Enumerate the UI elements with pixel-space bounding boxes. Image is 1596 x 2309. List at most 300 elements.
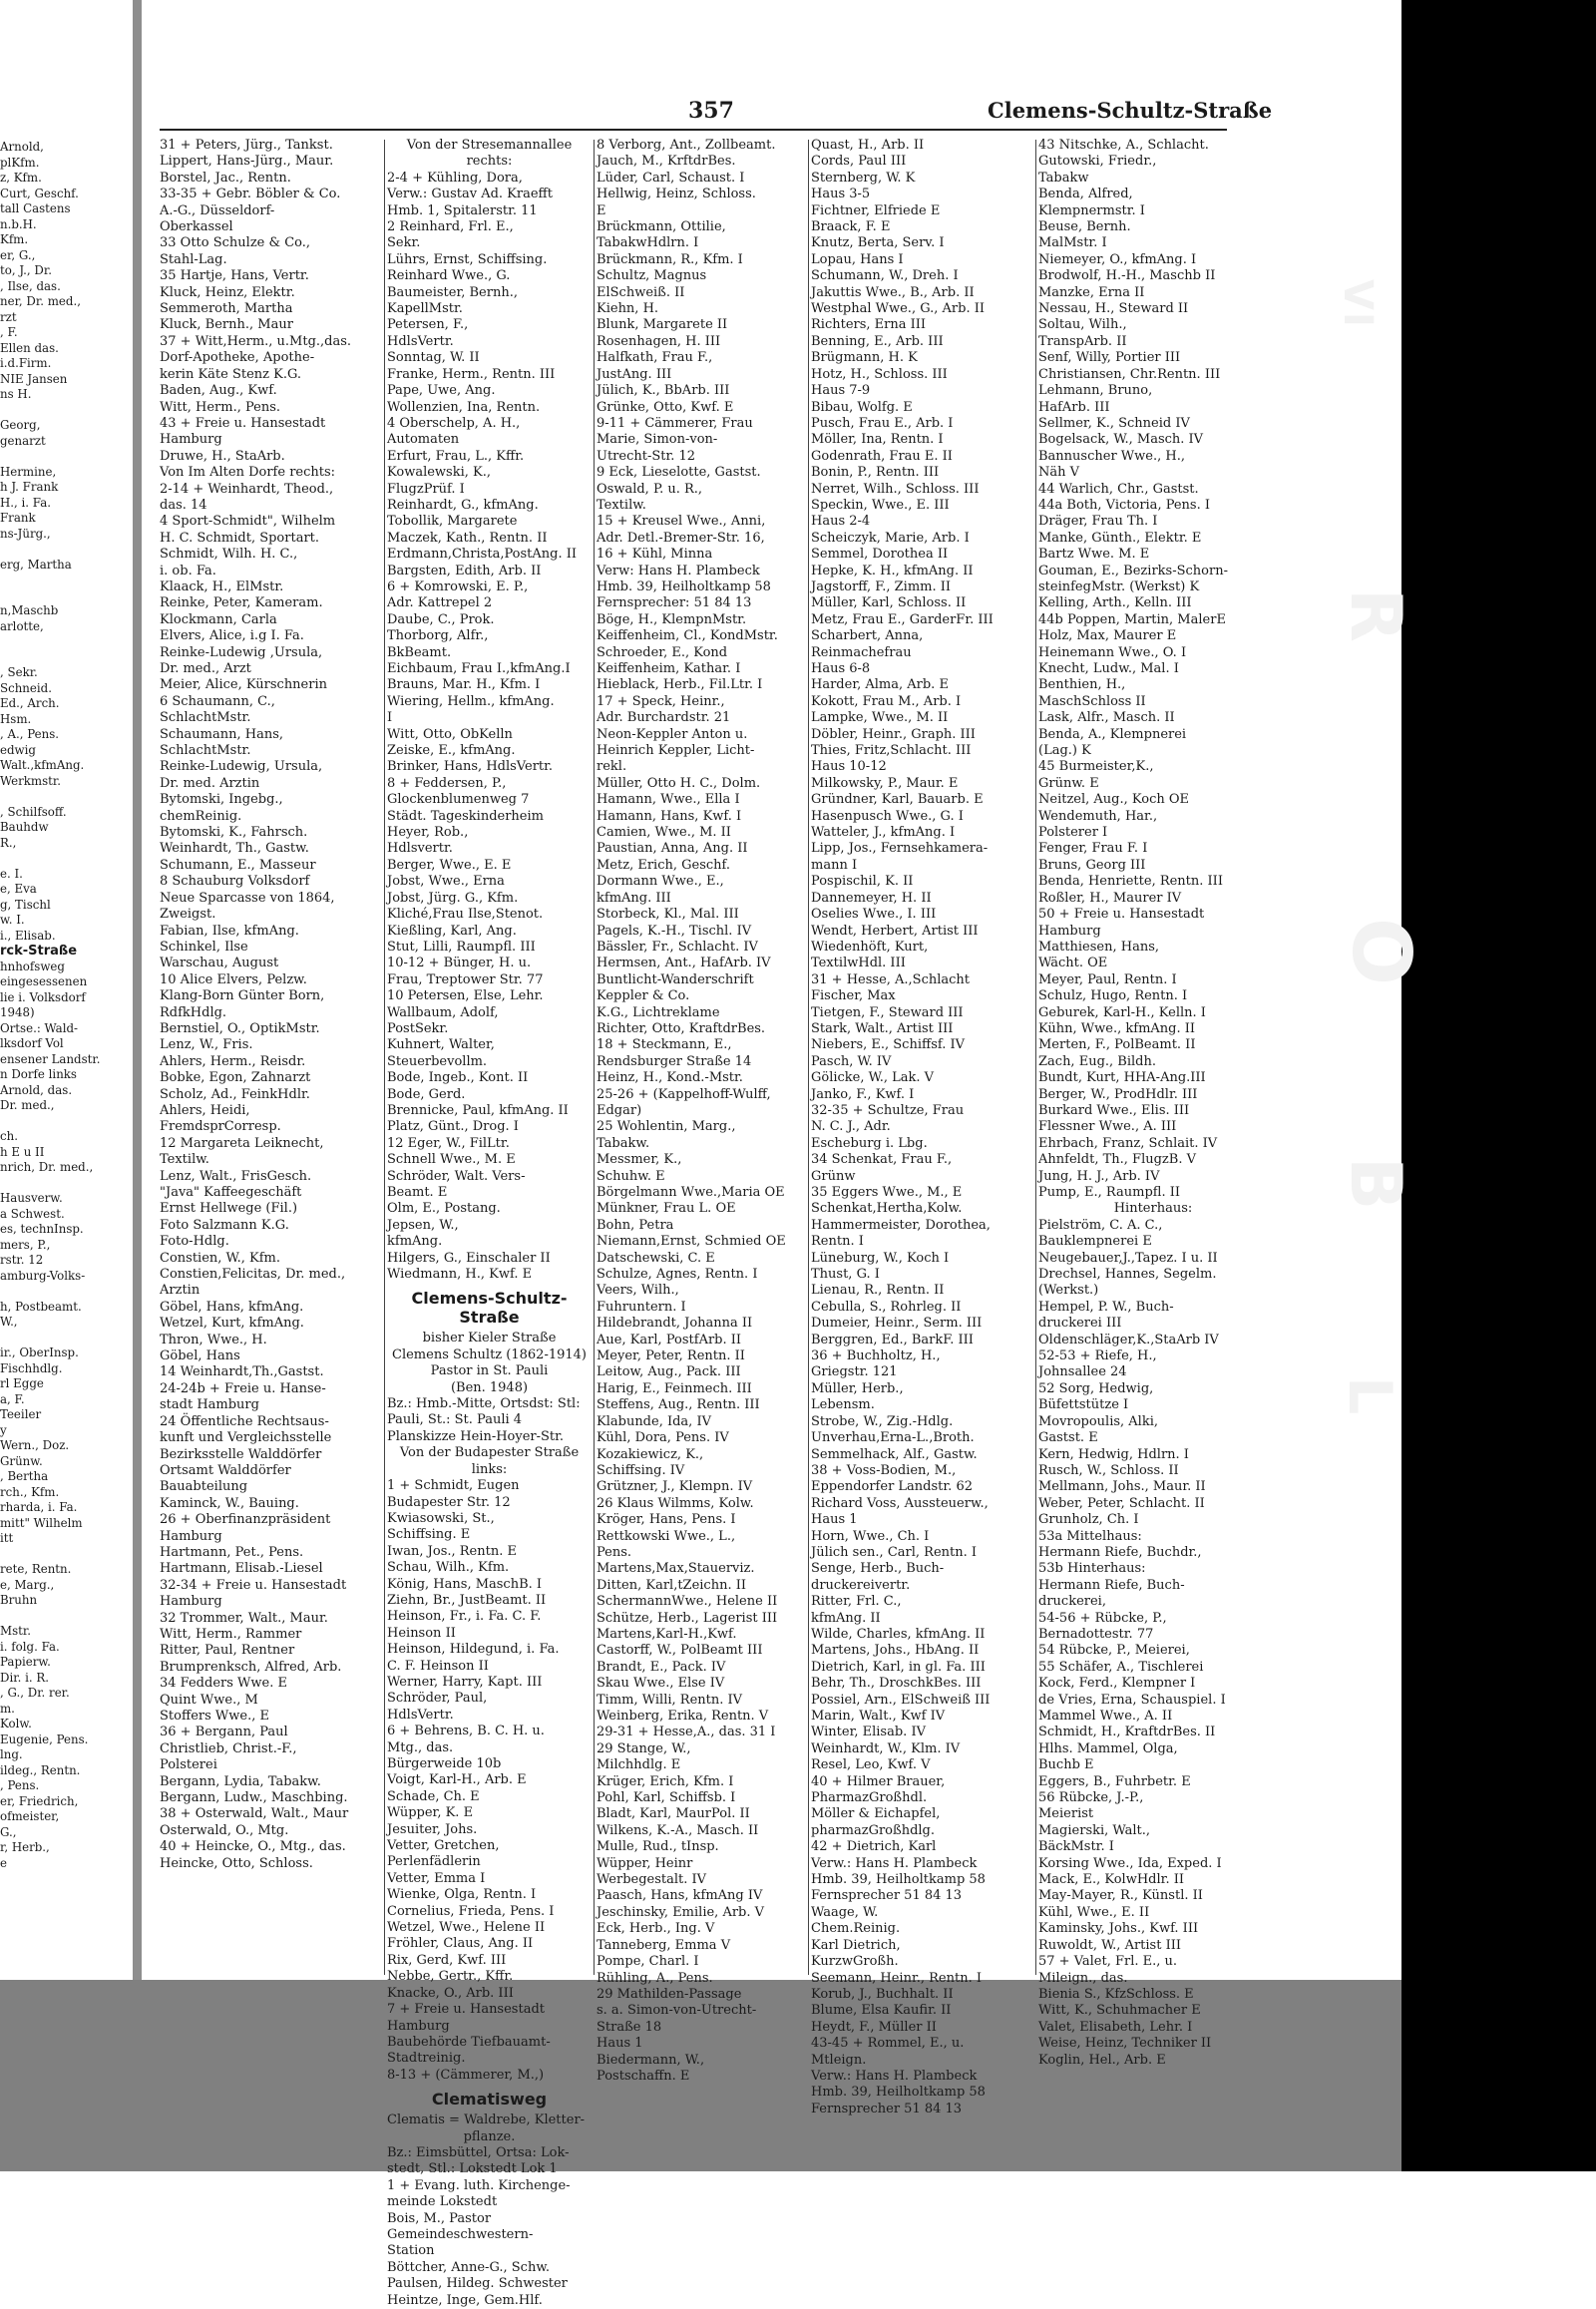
directory-entry-line: Bergann, Lydia, Tabakw. <box>160 1773 321 1789</box>
directory-entry-line: Sonntag, W. II <box>387 350 480 366</box>
directory-entry-line: Matthiesen, Hans, <box>1038 939 1159 955</box>
directory-entry-line: Bobke, Egon, Zahnarzt <box>160 1070 311 1086</box>
directory-entry-line: C. F. Heinson II <box>387 1658 489 1674</box>
directory-entry-line: Hdlsvertr. <box>387 841 453 857</box>
directory-entry-line: May-Mayer, R., Künstl. II <box>1038 1888 1203 1904</box>
directory-entry-line: Gölicke, W., Lak. V <box>811 1070 935 1086</box>
directory-entry-line: Schinkel, Ilse <box>160 939 248 955</box>
directory-entry-line: Schulze, Agnes, Rentn. I <box>597 1267 758 1283</box>
facing-page-line: , A., Pens. <box>0 727 60 741</box>
directory-entry-line: Erdmann,Christa,PostAng. II <box>387 547 578 563</box>
facing-page-line: W., <box>0 1315 18 1329</box>
directory-entry-line: Marin, Walt., Kwf IV <box>811 1709 946 1724</box>
directory-entry-line: Neitzel, Aug., Koch OE <box>1038 792 1190 808</box>
directory-entry-line: Hermann Riefe, Buch- <box>1038 1577 1185 1593</box>
directory-entry-line: Dr. med. Arztin <box>160 775 260 791</box>
column-divider <box>594 140 595 1975</box>
directory-entry-line: Gründner, Karl, Bauarb. E <box>811 792 984 808</box>
directory-entry-line: Oldenschläger,K.,StaArb IV <box>1038 1332 1219 1347</box>
directory-entry-line: Steuerbevollm. <box>387 1053 488 1069</box>
directory-entry-line: Eichbaum, Frau I.,kfmAng.I <box>387 661 571 676</box>
directory-entry-line: Manke, Günth., Elektr. E <box>1038 530 1202 546</box>
facing-page-line: Kolw. <box>0 1717 32 1731</box>
directory-entry-line: ElSchweiß. II <box>597 284 685 300</box>
facing-page-line: rzt <box>0 309 17 324</box>
directory-entry-line: Hamburg <box>1038 923 1101 939</box>
directory-entry-line: Borstel, Jac., Rentn. <box>160 170 291 186</box>
directory-entry-line: 32 Trommer, Walt., Maur. <box>160 1610 328 1626</box>
directory-entry-line: Vetter, Emma I <box>387 1870 486 1886</box>
directory-entry-line: Hermann Riefe, Buchdr., <box>1038 1544 1202 1560</box>
directory-entry-line: 32-35 + Schultze, Frau <box>811 1102 965 1118</box>
directory-entry-line: Haus 3-5 <box>811 187 871 202</box>
directory-column-2 <box>387 138 592 2308</box>
directory-entry-line: Schenkat,Hertha,Kolw. <box>811 1201 963 1217</box>
directory-entry-line: Holz, Max, Maurer E <box>1038 628 1177 644</box>
directory-entry-line: 36 + Bergann, Paul <box>160 1725 288 1740</box>
directory-entry-line: Bartz Wwe. M. E <box>1038 547 1150 563</box>
directory-entry-line: Göbel, Hans <box>160 1348 240 1364</box>
directory-entry-line: Straße 18 <box>597 2019 662 2035</box>
directory-entry-line: Haus 2-4 <box>811 514 871 530</box>
directory-entry-line: 8 Schauburg Volksdorf <box>160 874 310 890</box>
directory-entry-line: 53a Mittelhaus: <box>1038 1528 1142 1544</box>
facing-page-line: , F. <box>0 325 18 339</box>
directory-entry-line: Jakuttis Wwe., B., Arb. II <box>811 284 975 300</box>
directory-entry-line: Paulsen, Hildeg. Schwester <box>387 2276 568 2292</box>
facing-page-line: rete, Rentn. <box>0 1562 72 1576</box>
directory-entry-line: Blume, Elsa Kaufir. II <box>811 2003 952 2019</box>
directory-entry-line: Reinhardt, G., kfmAng. <box>387 497 539 513</box>
facing-page-line: ner, Dr. med., <box>0 294 81 308</box>
directory-entry-line: 25 Wohlentin, Marg., <box>597 1119 736 1135</box>
directory-entry-line: Bauklempnerei E <box>1038 1234 1152 1250</box>
directory-entry-line: Klockmann, Carla <box>160 611 277 627</box>
directory-entry-line: Neugebauer,J.,Tapez. I u. II <box>1038 1250 1218 1266</box>
directory-entry-line: Berger, Wwe., E. E <box>387 857 512 873</box>
directory-entry-line: Reinmachefrau <box>811 644 912 660</box>
facing-page-line <box>0 403 132 419</box>
directory-entry-line: druckerei III <box>1038 1316 1122 1332</box>
directory-entry-line: das. 14 <box>160 497 207 513</box>
directory-entry-line: Jeschinsky, Emilie, Arb. V <box>597 1904 765 1920</box>
directory-entry-line: Brinker, Hans, HdlsVertr. <box>387 759 554 775</box>
directory-entry-line: Niemeyer, O., kfmAng. I <box>1038 251 1197 267</box>
directory-entry-line: Winter, Elisab. IV <box>811 1725 926 1740</box>
directory-entry-line: Sekr. <box>387 235 421 251</box>
directory-entry-line: 26 + Oberfinanzpräsident <box>160 1512 331 1528</box>
directory-entry-line: Ziehn, Br., JustBeamt. II <box>387 1592 547 1608</box>
directory-entry-line: Bannuscher Wwe., H., <box>1038 448 1185 464</box>
directory-entry-line: Lüder, Carl, Schaust. I <box>597 170 745 186</box>
directory-entry-line: Kuhnert, Walter, <box>387 1037 495 1053</box>
facing-page-line: h, Postbeamt. <box>0 1299 82 1314</box>
directory-entry-line: A.-G., Düsseldorf- <box>160 202 275 218</box>
directory-entry-line: Verw: Hans H. Plambeck <box>597 563 760 578</box>
directory-entry-line: druckereivertr. <box>811 1577 911 1593</box>
facing-page-line: erg, Martha <box>0 557 72 572</box>
facing-page-line: itt <box>0 1531 14 1545</box>
directory-entry-line: kfmAng. III <box>597 890 671 906</box>
directory-entry-line: Platz, Günt., Drog. I <box>387 1119 519 1135</box>
directory-entry-line: Verw.: Hans H. Plambeck <box>811 2068 978 2084</box>
facing-page-line: , Pens. <box>0 1778 40 1792</box>
directory-entry-line: Kiehn, H. <box>597 301 659 317</box>
directory-entry-line: Lüneburg, W., Koch I <box>811 1250 950 1266</box>
directory-entry-line: 18 + Steckmann, E., <box>597 1037 732 1053</box>
directory-entry-line: Dräger, Frau Th. I <box>1038 514 1158 530</box>
directory-entry-line: Schiffsing. E <box>387 1527 471 1543</box>
directory-entry-line: BkBeamt. <box>387 644 452 660</box>
directory-entry-line: Waage, W. <box>811 1904 879 1920</box>
directory-entry-line: Schuhw. E <box>597 1168 665 1184</box>
show-through-glyph: O <box>1335 918 1427 988</box>
directory-entry-line: Timm, Willi, Rentn. IV <box>597 1692 743 1708</box>
directory-entry-line: Gastst. E <box>1038 1430 1098 1446</box>
directory-entry-line: Meyer, Paul, Rentn. I <box>1038 971 1177 987</box>
directory-entry-line: Dormann Wwe., E., <box>597 874 724 890</box>
directory-entry-line: Bienia S., KfzSchloss. E <box>1038 1986 1194 2002</box>
facing-page-line: Frank <box>0 511 36 525</box>
directory-entry-line: H. C. Schmidt, Sportart. <box>160 530 320 546</box>
directory-entry-line: 8 Verborg, Ant., Zollbeamt. <box>597 138 776 153</box>
directory-entry-line: Kozakiewicz, K., <box>597 1446 704 1462</box>
directory-entry-line: Semmelhack, Alf., Gastw. <box>811 1446 978 1462</box>
facing-page-line: Mstr. <box>0 1624 31 1638</box>
directory-entry-line: Haus 7-9 <box>811 383 871 399</box>
facing-page-line: lng. <box>0 1747 23 1761</box>
directory-entry-line: Bürgerweide 10b <box>387 1756 502 1771</box>
book-gutter <box>133 0 142 2171</box>
directory-entry-line: Kokott, Frau M., Arb. I <box>811 693 962 709</box>
directory-entry-line: Wienke, Olga, Rentn. I <box>387 1887 537 1903</box>
directory-entry-line: Benning, E., Arb. III <box>811 333 944 349</box>
directory-entry-line: 33 Otto Schulze & Co., <box>160 235 311 251</box>
directory-entry-line: Jülich sen., Carl, Rentn. I <box>811 1544 978 1560</box>
directory-entry-line: Knutz, Berta, Serv. I <box>811 235 945 251</box>
directory-entry-line: Roßler, H., Maurer IV <box>1038 890 1182 906</box>
directory-entry-line: Krüger, Erich, Kfm. I <box>597 1773 734 1789</box>
facing-page-line: Hermine, <box>0 464 57 479</box>
directory-entry-line: Ahnfeldt, Th., FlugzB. V <box>1038 1152 1196 1168</box>
directory-entry-line: Tanneberg, Emma V <box>597 1937 731 1953</box>
facing-page-line: i. folg. Fa. <box>0 1639 60 1654</box>
directory-entry-line: Kern, Hedwig, Hdlrn. I <box>1038 1446 1189 1462</box>
directory-entry-line: Schütze, Herb., Lagerist III <box>597 1610 778 1626</box>
directory-entry-line: Eck, Herb., Ing. V <box>597 1921 715 1937</box>
directory-entry-line: Reinke-Ludewig, Ursula, <box>160 759 323 775</box>
directory-entry-line: Veers, Wilh., <box>597 1283 679 1299</box>
facing-page-line: edwig <box>0 742 36 757</box>
directory-entry-line: Wallbaum, Adolf, <box>387 1004 499 1020</box>
directory-entry-line: Harig, E., Feinmech. III <box>597 1380 752 1396</box>
directory-entry-line: 34 Fedders Wwe. E <box>160 1676 287 1692</box>
directory-entry-line: Knacke, O., Arb. III <box>387 1985 514 2001</box>
directory-entry-line: Storbeck, Kl., Mal. III <box>597 907 739 923</box>
directory-entry-line: Manzke, Erna II <box>1038 284 1145 300</box>
directory-entry-line: PharmazGroßhdl. <box>811 1790 928 1806</box>
directory-entry-line: Grützner, J., Klempn. IV <box>597 1479 753 1495</box>
directory-entry-line: Lebensm. <box>811 1397 875 1413</box>
directory-entry-line: Schmidt, H., KraftdrBes. II <box>1038 1725 1216 1740</box>
directory-entry-line: Müller, Herb., <box>811 1380 904 1396</box>
facing-page-line: Bauhdw <box>0 820 49 834</box>
directory-entry-line: Ditten, Karl,tZeichn. II <box>597 1577 746 1593</box>
directory-entry-line: de Vries, Erna, Schauspiel. I <box>1038 1692 1226 1708</box>
directory-entry-line: Lampke, Wwe., M. II <box>811 710 949 726</box>
directory-entry-line: Perlenfädlerin <box>387 1854 481 1870</box>
directory-entry-line: Werbegestalt. IV <box>597 1872 707 1888</box>
directory-entry-line: Wiedmann, H., Kwf. E <box>387 1267 533 1283</box>
directory-entry-line: Kluck, Heinz, Elektr. <box>160 284 295 300</box>
facing-page-line: rl Egge <box>0 1376 44 1390</box>
directory-entry-line: Paustian, Anna, Ang. II <box>597 841 748 857</box>
directory-entry-line: links: <box>471 1461 508 1477</box>
directory-entry-line: Beamt. E <box>387 1185 448 1200</box>
facing-page-line <box>0 449 132 465</box>
directory-entry-line: Drechsel, Hannes, Segelm. <box>1038 1267 1217 1283</box>
directory-entry-line: Sellmer, K., Schneid IV <box>1038 415 1190 431</box>
directory-entry-line: Pospischil, K. II <box>811 874 914 890</box>
directory-entry-line: Maczek, Kath., Rentn. II <box>387 530 548 546</box>
directory-entry-line: rechts: <box>466 154 513 170</box>
directory-entry-line: 52 Sorg, Hedwig, <box>1038 1380 1154 1396</box>
directory-entry-line: Datschewski, C. E <box>597 1250 715 1266</box>
directory-entry-line: Schaumann, Hans, <box>160 726 284 742</box>
facing-page-line: nrich, Dr. med., <box>0 1160 94 1174</box>
directory-entry-line: 29-31 + Hesse,A., das. 31 I <box>597 1725 776 1740</box>
directory-entry-line: Brumprenksch, Alfred, Arb. <box>160 1659 342 1675</box>
directory-entry-line: Wendemuth, Har., <box>1038 808 1158 824</box>
directory-entry-line: Hepke, K. H., kfmAng. II <box>811 563 974 578</box>
directory-entry-line: Hamburg <box>387 2018 450 2034</box>
facing-page-line: ildeg., Rentn. <box>0 1762 81 1777</box>
directory-entry-line: Wilde, Charles, kfmAng. II <box>811 1626 986 1642</box>
directory-entry-line: Heinz, H., Kond.-Mstr. <box>597 1070 743 1086</box>
directory-entry-line: Büfettstütze I <box>1038 1397 1129 1413</box>
directory-entry-line: Nerret, Wilh., Schloss. III <box>811 481 980 497</box>
directory-entry-line: Müller, Karl, Schloss. II <box>811 595 967 611</box>
directory-entry-line: Godenrath, Frau E. II <box>811 448 953 464</box>
directory-entry-line: Steffens, Aug., Rentn. III <box>597 1397 760 1413</box>
directory-entry-line: E <box>597 202 606 218</box>
directory-entry-line: Hmb. 39, Heilholtkamp 58 <box>811 1872 986 1888</box>
directory-entry-line: Brückmann, R., Kfm. I <box>597 251 743 267</box>
directory-entry-line: Bargsten, Edith, Arb. II <box>387 563 542 578</box>
street-heading: Clemens-Schultz-Straße <box>411 1289 568 1328</box>
facing-page-line: r, Herb., <box>0 1840 50 1854</box>
facing-page-line: es, technInsp. <box>0 1222 84 1236</box>
facing-page-line <box>0 1609 132 1625</box>
directory-entry-line: Constien,Felicitas, Dr. med., <box>160 1267 346 1283</box>
directory-entry-line: 2-4 + Kühling, Dora, <box>387 170 523 186</box>
directory-entry-line: Hamann, Wwe., Ella I <box>597 792 740 808</box>
directory-entry-line: Dumeier, Heinr., Serm. III <box>811 1316 983 1332</box>
directory-entry-line: Gouman, E., Bezirks-Schorn- <box>1038 563 1228 578</box>
directory-entry-line: Heinson, Fr., i. Fa. C. F. <box>387 1609 542 1625</box>
directory-entry-line: Bonin, P., Rentn. III <box>811 465 940 481</box>
directory-entry-line: Weinhardt, W., Klm. IV <box>811 1740 961 1756</box>
directory-entry-line: Frau, Treptower Str. 77 <box>387 971 544 987</box>
directory-entry-line: 54-56 + Rübcke, P., <box>1038 1610 1167 1626</box>
facing-page-line: ns H. <box>0 387 32 401</box>
directory-entry-line: 40 + Heincke, O., Mtg., das. <box>160 1839 346 1855</box>
directory-entry-line: Schade, Ch. E <box>387 1788 480 1804</box>
directory-entry-line: Jung, H. J., Arb. IV <box>1038 1168 1160 1184</box>
facing-page-line: ofmeister, <box>0 1809 60 1823</box>
directory-entry-line: Vetter, Gretchen, <box>387 1838 500 1854</box>
facing-page-line: , Bertha <box>0 1469 49 1483</box>
facing-page-line: h J. Frank <box>0 480 59 494</box>
directory-entry-line: Clematis = Waldrebe, Kletter- <box>387 2113 586 2128</box>
facing-page-line: a, F. <box>0 1391 25 1406</box>
directory-entry-line: Stoffers Wwe., E <box>160 1709 269 1724</box>
directory-entry-line: 10-12 + Bünger, H. u. <box>387 956 532 971</box>
facing-page-line: w. I. <box>0 913 25 927</box>
directory-entry-line: Fenger, Frau F. I <box>1038 841 1148 857</box>
facing-page-line <box>0 1331 132 1347</box>
facing-page-line: Eugenie, Pens. <box>0 1732 89 1746</box>
directory-entry-line: Postschaffn. E <box>597 2068 690 2084</box>
directory-entry-line: HdlsVertr. <box>387 1707 454 1723</box>
directory-entry-line: Münkner, Frau L. OE <box>597 1201 736 1217</box>
directory-entry-line: Kühl, Wwe., E. II <box>1038 1904 1150 1920</box>
facing-page-line: e. I. <box>0 866 23 881</box>
directory-entry-line: König, Hans, MaschB. I <box>387 1576 543 1592</box>
facing-page-line: Hsm. <box>0 711 32 726</box>
directory-entry-line: Scharbert, Anna, <box>811 628 924 644</box>
facing-page-line: Papierw. <box>0 1655 51 1669</box>
directory-entry-line: Kliché,Frau Ilse,Stenot. <box>387 907 544 923</box>
directory-entry-line: 1 + Schmidt, Eugen <box>387 1478 520 1494</box>
directory-entry-line: stedt, Stl.: Lokstedt Lok 1 <box>387 2161 558 2177</box>
directory-entry-line: Jobst, Jürg. G., Kfm. <box>387 890 519 906</box>
directory-entry-line: Quast, H., Arb. II <box>811 138 925 153</box>
directory-entry-line: Adr. Detl.-Bremer-Str. 16, <box>597 530 765 546</box>
directory-entry-line: Schulz, Hugo, Rentn. I <box>1038 988 1188 1004</box>
directory-entry-line: Mellmann, Johs., Maur. II <box>1038 1479 1206 1495</box>
directory-entry-line: Ritter, Frl. C., <box>811 1594 902 1610</box>
directory-entry-line: 37 + Witt,Herm., u.Mtg.,das. <box>160 333 352 349</box>
directory-entry-line: Kühn, Wwe., kfmAng. II <box>1038 1020 1196 1036</box>
directory-entry-line: Marie, Simon-von- <box>597 432 718 448</box>
directory-entry-line: Senge, Herb., Buch- <box>811 1561 945 1577</box>
directory-entry-line: Possiel, Arn., ElSchweiß III <box>811 1692 991 1708</box>
directory-entry-line: Rettkowski Wwe., L., <box>597 1528 736 1544</box>
directory-entry-line: Petersen, F., <box>387 317 469 333</box>
directory-entry-line: Heinrich Keppler, Licht- <box>597 743 755 759</box>
directory-entry-line: Richter, Otto, KraftdrBes. <box>597 1020 766 1036</box>
facing-page-line <box>0 634 132 650</box>
directory-entry-line: HafArb. III <box>1038 399 1110 415</box>
directory-entry-line: 16 + Kühl, Minna <box>597 547 713 563</box>
directory-entry-line: Städt. Tageskinderheim <box>387 808 544 824</box>
directory-entry-line: Klabunde, Ida, IV <box>597 1413 711 1429</box>
directory-entry-line: 24 Öffentliche Rechtsaus- <box>160 1413 329 1429</box>
directory-entry-line: Von der Stresemannallee <box>406 138 573 153</box>
directory-entry-line: Mammel Wwe., A. II <box>1038 1709 1173 1724</box>
directory-entry-line: Ahlers, Heidi, <box>160 1102 250 1118</box>
facing-page-line: Georg, <box>0 418 41 432</box>
directory-entry-line: Bz.: Hmb.-Mitte, Ortsdst: Stl: <box>387 1396 581 1412</box>
directory-entry-line: Hellwig, Heinz, Schloss. <box>597 187 756 202</box>
directory-entry-line: Elvers, Alice, i.g I. Fa. <box>160 628 304 644</box>
facing-page-line: Dir. i. R. <box>0 1670 49 1685</box>
directory-entry-line: Richters, Erna III <box>811 317 927 333</box>
directory-entry-line: Halfkath, Frau F., <box>597 350 713 366</box>
directory-entry-line: Hartmann, Pet., Pens. <box>160 1544 304 1560</box>
directory-entry-line: Knecht, Ludw., Mal. I <box>1038 661 1179 676</box>
directory-entry-line: Wetzel, Wwe., Helene II <box>387 1920 546 1936</box>
directory-entry-line: Reinhard Wwe., G. <box>387 268 511 284</box>
directory-entry-line: Iwan, Jos., Rentn. E <box>387 1543 517 1559</box>
facing-page-line <box>0 588 132 604</box>
directory-entry-line: 43 Nitschke, A., Schlacht. <box>1038 138 1209 153</box>
facing-page-line: y <box>0 1422 7 1437</box>
directory-entry-line: Hinterhaus: <box>1113 1201 1193 1217</box>
directory-entry-line: Westphal Wwe., G., Arb. II <box>811 301 985 317</box>
directory-entry-line: Schroeder, E., Kond <box>597 644 728 660</box>
directory-entry-line: 38 + Voss-Bodien, M., <box>811 1462 957 1478</box>
directory-entry-line: Jülich, K., BbArb. III <box>597 383 730 399</box>
directory-entry-line: Wüpper, K. E <box>387 1805 474 1821</box>
directory-column-1 <box>160 138 381 1973</box>
directory-entry-line: meinde Lokstedt <box>387 2194 498 2210</box>
facing-page-line <box>0 851 132 867</box>
facing-page-line: Ellen das. <box>0 340 59 355</box>
directory-entry-line: 4 Sport-Schmidt", Wilhelm <box>160 514 336 530</box>
directory-entry-line: mann I <box>811 857 858 873</box>
directory-entry-line: kfmAng. II <box>811 1610 881 1626</box>
directory-entry-line: Von Im Alten Dorfe rechts: <box>160 465 336 481</box>
facing-page-line: er, G., <box>0 247 36 262</box>
directory-entry-line: Adr. Kattrepel 2 <box>387 595 493 611</box>
directory-entry-line: Wilkens, K.-A., Masch. II <box>597 1822 759 1838</box>
directory-entry-line: Magierski, Walt., <box>1038 1822 1151 1838</box>
directory-entry-line: Stark, Walt., Artist III <box>811 1020 954 1036</box>
directory-entry-line: Brandt, E., Pack. IV <box>597 1659 726 1675</box>
directory-entry-line: Castorff, W., PolBeamt III <box>597 1643 763 1659</box>
facing-page-line: Schneid. <box>0 680 52 695</box>
directory-entry-line: Berger, W., ProdHdlr. III <box>1038 1086 1198 1102</box>
directory-entry-line: Arztin <box>160 1283 200 1299</box>
directory-entry-line: Tabakw <box>1038 170 1089 186</box>
show-through-glyph: B <box>1335 1157 1416 1213</box>
directory-entry-line: Thust, G. I <box>811 1267 880 1283</box>
facing-page-line: eingesessenen <box>0 974 88 988</box>
directory-entry-line: i. ob. Fa. <box>160 563 216 578</box>
directory-entry-line: 32-34 + Freie u. Hansestadt <box>160 1577 347 1593</box>
directory-entry-line: Glockenblumenweg 7 <box>387 792 530 808</box>
facing-page-line: ensener Landstr. <box>0 1051 101 1066</box>
directory-entry-line: Hieblack, Herb., Fil.Ltr. I <box>597 677 763 693</box>
directory-entry-line: Keiffenheim, Kathar. I <box>597 661 741 676</box>
directory-entry-line: Foto-Hdlg. <box>160 1234 229 1250</box>
facing-page-line <box>0 542 132 558</box>
directory-entry-line: Watteler, J., kfmAng. I <box>811 825 956 841</box>
directory-entry-line: Movropoulis, Alki, <box>1038 1413 1159 1429</box>
facing-page-line: 1948) <box>0 1005 35 1019</box>
directory-entry-line: 57 + Valet, Frl. E., u. <box>1038 1954 1178 1970</box>
directory-entry-line: Cebulla, S., Rohrleg. II <box>811 1299 962 1315</box>
directory-entry-line: MalMstr. I <box>1038 235 1107 251</box>
directory-entry-line: chemReinig. <box>160 808 242 824</box>
directory-entry-line: 31 + Hesse, A.,Schlacht <box>811 971 971 987</box>
directory-entry-line: Benda, Alfred, <box>1038 187 1133 202</box>
directory-entry-line: Lehmann, Bruno, <box>1038 383 1153 399</box>
facing-page-line: , Schilfsoff. <box>0 804 67 819</box>
facing-page-line: to, J., Dr. <box>0 263 52 277</box>
